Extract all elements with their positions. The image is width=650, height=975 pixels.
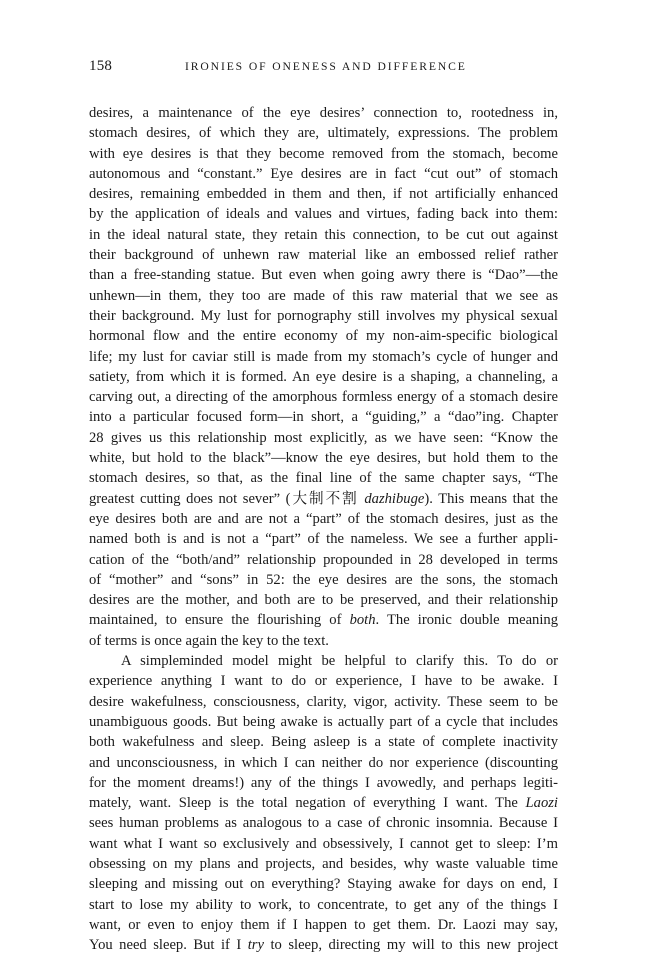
text-line [89, 590, 558, 610]
text-line [89, 144, 558, 164]
running-title: IRONIES OF ONENESS AND DIFFERENCE [185, 60, 467, 73]
text-segment: eye desires both are and are not a “part” of the stomach desires, just as the [89, 510, 558, 527]
running-head [89, 58, 563, 80]
text-segment: desire wakefulness, consciousness, clarity, vigor, activity. These seem to be [89, 693, 558, 710]
italic-term: dazhibuge [364, 490, 425, 507]
text-segment: A simpleminded model might be helpful to clarify this. To do or [121, 653, 558, 670]
text-line [89, 651, 558, 671]
text-line [89, 610, 558, 630]
text-line [89, 550, 558, 570]
text-line [89, 834, 558, 854]
text-line [89, 164, 558, 184]
text-segment: You need sleep. But if I [89, 937, 248, 954]
text-segment: stomach desires, of which they are, ultimately, expressions. The problem [89, 125, 558, 142]
text-segment: cation of the “both/and” relationship propounded in 28 developed in terms [89, 551, 558, 568]
text-segment: unhewn—in them, they too are made of this raw material that we see as [89, 287, 558, 304]
text-segment: ). This means that the [424, 490, 559, 507]
text-segment: for the moment dreams!) any of the things I avowedly, and perhaps legiti- [89, 774, 558, 791]
italic-term: try [247, 937, 264, 954]
text-segment: sees human problems as analogous to a case of chronic insomnia. Because I [89, 815, 558, 832]
text-segment: experience anything I want to do or experience, I have to be awake. I [89, 673, 558, 690]
text-line [89, 793, 558, 813]
text-segment: desires, a maintenance of the eye desires’ connection to, rootedness in, [89, 105, 558, 121]
text-line [89, 286, 558, 306]
text-segment: named both is and is not a “part” of the nameless. We see a further appli- [89, 531, 558, 548]
text-segment: their background of unhewn raw material like an embossed relief rather [89, 247, 558, 264]
text-line [89, 245, 558, 265]
text-line [89, 265, 558, 285]
text-line [89, 306, 558, 326]
text-segment: and unconsciousness, in which I can neither do nor experience (discounting [89, 754, 558, 771]
text-line [89, 184, 558, 204]
text-segment: want, or even to enjoy them if I happen to get them. Dr. Laozi may say, [89, 916, 558, 933]
text-line [89, 753, 558, 773]
text-line [89, 671, 558, 691]
text-line [89, 225, 558, 245]
text-segment: carving out, a directing of the amorphous formless energy of a stomach desire [89, 389, 558, 406]
text-line [89, 692, 558, 712]
text-segment: into a particular focused form—in short, a “guiding,” a “dao”ing. Chapter [89, 409, 558, 426]
text-line [89, 489, 558, 509]
text-line [89, 103, 558, 123]
text-line [89, 367, 558, 387]
text-line [89, 326, 558, 346]
text-segment: satiety, from which it is formed. An eye desire is a shaping, a channeling, a [89, 368, 558, 385]
text-line [89, 347, 558, 367]
body-text [89, 103, 558, 955]
text-segment: obsessing on my plans and projects, and besides, why waste valuable time [89, 855, 558, 872]
text-line [89, 387, 558, 407]
text-segment: autonomous and “constant.” Eye desires are in fact “cut out” of stomach [89, 165, 558, 182]
text-line [89, 468, 558, 488]
italic-term: both [349, 612, 376, 629]
text-line [89, 712, 558, 732]
text-segment: than a free-standing statue. But even when going awry there is “Dao”—the [89, 267, 558, 284]
text-segment: in the ideal natural state, they retain this connection, to be cut out against [89, 226, 558, 243]
text-segment: desires are the mother, and both are to be preserved, and their relationship [89, 592, 558, 609]
text-segment: their background. My lust for pornography still involves my physical sexual [89, 307, 558, 324]
text-segment: of terms is once again the key to the text. [89, 632, 329, 649]
paragraph [89, 103, 558, 651]
text-segment: by the application of ideals and values and virtues, fading back into them: [89, 206, 558, 223]
text-line [89, 529, 558, 549]
text-segment: start to lose my ability to work, to concentrate, to get any of the things I [89, 896, 558, 913]
text-segment: life; my lust for caviar still is made from my stomach’s cycle of hunger and [89, 348, 558, 365]
text-segment: maintained, to ensure the flourishing of [89, 612, 350, 629]
text-segment: want what I want so exclusively and obsessively, I cannot get to sleep: I’m [89, 835, 558, 852]
text-segment: to sleep, directing my will to this new project [263, 937, 558, 954]
text-line [89, 448, 558, 468]
italic-term: Laozi [525, 795, 558, 812]
text-segment: with eye desires is that they become removed from the stomach, become [89, 145, 558, 162]
text-segment: greatest cutting does not sever” (大制不割 [89, 490, 365, 507]
text-line [89, 813, 558, 833]
text-segment: mately, want. Sleep is the total negation of everything I want. The [89, 795, 526, 812]
text-segment: stomach desires, so that, as the final line of the same chapter says, “The [89, 470, 558, 487]
text-line [89, 204, 558, 224]
text-segment: of “mother” and “sons” in 52: the eye desires are the sons, the stomach [89, 571, 558, 588]
text-line [89, 570, 558, 590]
text-line [89, 509, 558, 529]
text-segment: . The ironic double meaning [375, 612, 558, 629]
text-line [89, 407, 558, 427]
text-line [89, 732, 558, 752]
text-line [89, 773, 558, 793]
text-line [89, 895, 558, 915]
text-segment: desires, remaining embedded in them and then, if not artificially enhanced [89, 186, 558, 203]
text-line [89, 915, 558, 935]
text-segment: white, but hold to the black”—know the eye desires, but hold them to the [89, 450, 558, 467]
text-segment: hormonal flow and the entire economy of my non-aim-specific biological [89, 328, 558, 345]
text-line [89, 854, 558, 874]
text-line [89, 428, 558, 448]
text-line [89, 123, 558, 143]
text-segment: both wakefulness and sleep. Being asleep is a state of complete inactivity [89, 734, 558, 751]
text-line [89, 874, 558, 894]
text-segment: unambiguous goods. But being awake is actually part of a cycle that includes [89, 713, 558, 730]
paragraph [89, 651, 558, 955]
text-line [89, 935, 558, 955]
text-segment: 28 gives us this relationship most explicitly, as we have seen: “Know the [89, 429, 558, 446]
text-line [89, 631, 558, 651]
text-segment: sleeping and missing out on everything? Staying awake for days on end, I [89, 876, 558, 893]
page-number: 158 [89, 58, 113, 74]
